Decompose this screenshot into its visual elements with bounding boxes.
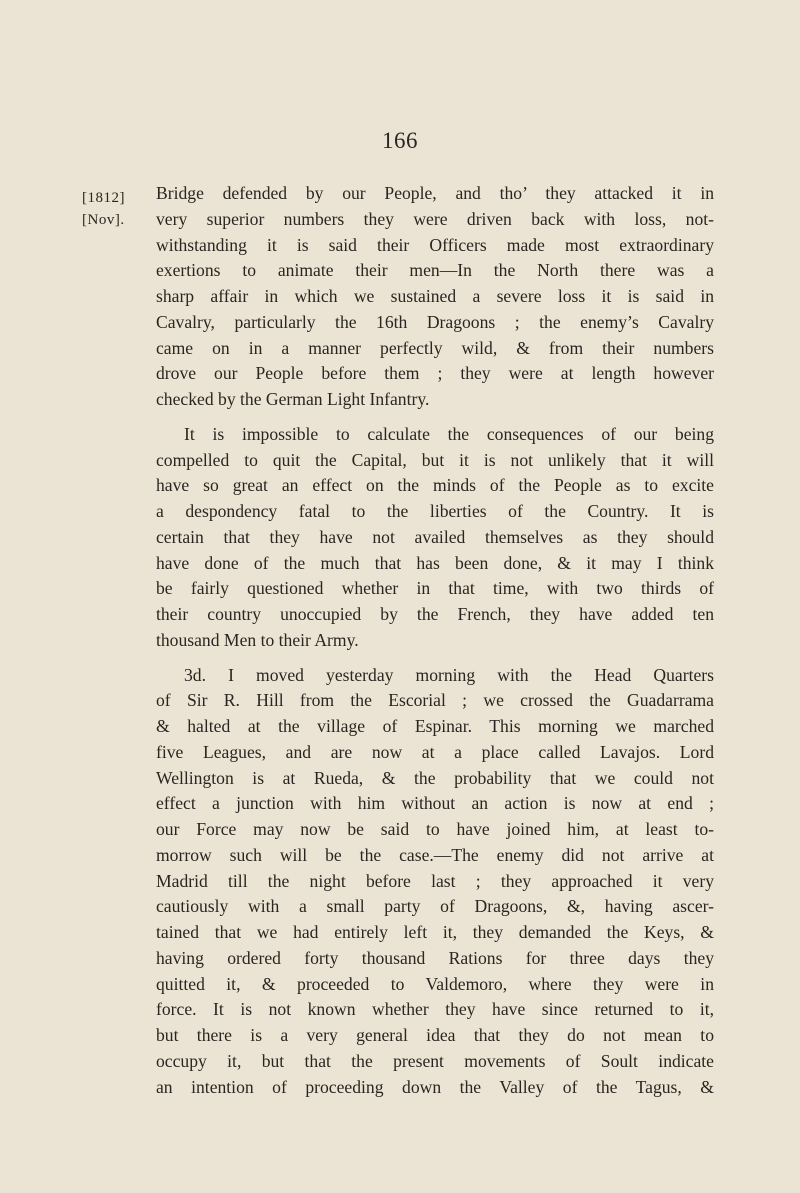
text-line: having ordered forty thousand Rations for three days they (156, 947, 714, 968)
text-line: but there is a very general idea that they do not mean to (156, 1025, 714, 1045)
text-line: force. It is not known whether they have since returned to it, (156, 999, 714, 1020)
text-line: cautiously with a small party of Dragoons, &, having ascer- (156, 896, 714, 917)
text-line: an intention of proceeding down the Valley of the Tagus, & (156, 1076, 714, 1097)
text-line: of Sir R. Hill from the Escorial ; we crossed the Guadarrama (156, 690, 714, 711)
text-line: tained that we had entirely left it, they demanded the Keys, & (156, 922, 714, 942)
margin-notes (82, 187, 125, 231)
text-line: & halted at the village of Espinar. This morning we marched (156, 716, 714, 736)
text-line: Cavalry, particularly the 16th Dragoons ; the enemy’s Cavalry (156, 311, 714, 332)
text-line: checked by the German Light Infantry. (156, 389, 430, 409)
paragraph-1 (156, 181, 714, 413)
text-line: Wellington is at Rueda, & the probability that we could not (156, 767, 714, 788)
text-line: Bridge defended by our People, and tho’ they attacked it in (156, 183, 714, 203)
text-line: effect a junction with him without an action is now at end ; (156, 793, 714, 814)
text-line: quitted it, & proceeded to Valdemoro, where they were in (156, 973, 714, 994)
margin-note-month: [Nov]. (82, 212, 125, 228)
text-line: very superior numbers they were driven back with loss, not- (156, 208, 714, 229)
margin-note-year: [1812] (82, 190, 125, 206)
text-line: drove our People before them ; they were at length however (156, 363, 714, 384)
text-line: our Force may now be said to have joined him, at least to- (156, 819, 714, 839)
text-line: morrow such will be the case.—The enemy did not arrive at (156, 844, 714, 865)
text-line: certain that they have not availed themselves as they should (156, 526, 714, 547)
paragraph-gap (156, 654, 714, 663)
text-line: It is impossible to calculate the consequences of our being (184, 423, 714, 444)
text-line: withstanding it is said their Officers made most extraordinary (156, 234, 714, 255)
paragraph-2 (156, 422, 714, 654)
paragraph-3 (156, 663, 714, 1101)
text-line: came on in a manner perfectly wild, & from their numbers (156, 337, 714, 358)
text-line: have done of the much that has been done, & it may I think (156, 552, 714, 573)
text-line: 3d. I moved yesterday morning with the Head Quarters (184, 664, 714, 685)
text-line: five Leagues, and are now at a place called Lavajos. Lord (156, 741, 714, 762)
text-line: be fairly questioned whether in that time, with two thirds of (156, 578, 714, 599)
paragraph-gap (156, 413, 714, 422)
text-line: their country unoccupied by the French, they have added ten (156, 604, 714, 624)
text-line: occupy it, but that the present movements of Soult indicate (156, 1050, 714, 1071)
text-line: exertions to animate their men—In the North there was a (156, 260, 714, 281)
text-line: Madrid till the night before last ; they approached it very (156, 870, 714, 891)
text-body (156, 181, 714, 1100)
text-line: thousand Men to their Army. (156, 629, 359, 650)
text-line: have so great an effect on the minds of the People as to excite (156, 475, 714, 496)
page-number: 166 (382, 128, 418, 153)
text-line: sharp affair in which we sustained a severe loss it is said in (156, 286, 714, 306)
text-line: compelled to quit the Capital, but it is not unlikely that it will (156, 449, 714, 470)
text-line: a despondency fatal to the liberties of the Country. It is (156, 501, 714, 521)
